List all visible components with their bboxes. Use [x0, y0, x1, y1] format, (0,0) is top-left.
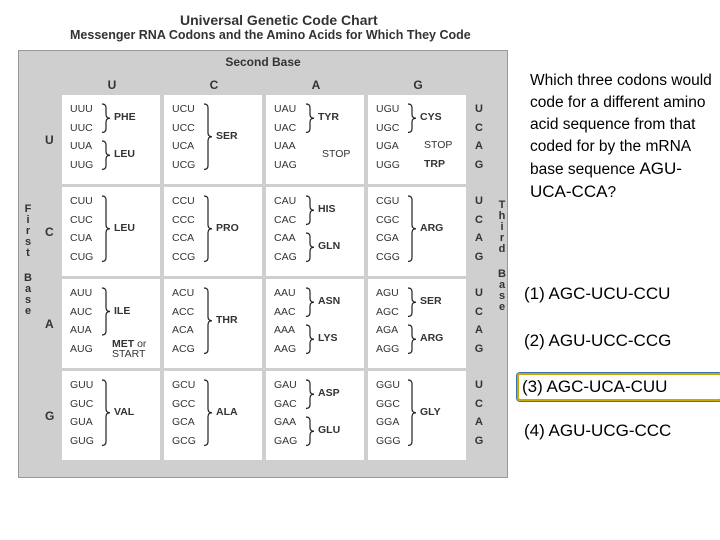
codon-cell [62, 371, 160, 460]
codon: GAU [274, 379, 297, 391]
codon: AAA [274, 324, 296, 336]
first-base-a: A [45, 317, 54, 331]
codon: GGG [376, 434, 401, 447]
brace-icon [304, 232, 316, 263]
second-base-label: Second Base [225, 55, 301, 69]
codon: AUG [70, 342, 93, 355]
codon: UAA [274, 140, 296, 152]
third-base-g: G [474, 250, 484, 263]
codon: UGA [376, 140, 399, 152]
codon: GUG [70, 434, 94, 447]
first-base-g: G [45, 409, 55, 423]
third-base-u: U [475, 379, 483, 391]
third-base-a: A [475, 324, 483, 336]
codon-cell [368, 95, 466, 184]
codon: AGC [376, 305, 399, 318]
codon: ACC [172, 305, 195, 318]
codon: AGG [376, 342, 400, 355]
codon: CAC [274, 213, 297, 226]
codon: GCC [172, 397, 196, 410]
amino-acid-start: START [112, 347, 146, 360]
brace-icon [202, 195, 214, 263]
codon: GAA [274, 416, 297, 428]
codon-cell [62, 95, 160, 184]
codon: CAA [274, 232, 296, 244]
codon: ACU [172, 287, 195, 299]
codon: AUU [70, 287, 93, 299]
brace-icon [100, 379, 112, 447]
codon: GGU [376, 379, 400, 391]
brace-icon [100, 195, 112, 263]
codon: AAG [274, 342, 297, 355]
codon: GCG [172, 434, 196, 447]
third-base-letter: T [498, 199, 506, 211]
question-body: Which three codons would code for a different amino acid sequence from that coded for by the mRNA base sequence [530, 72, 712, 178]
amino-acid-label: LEU [114, 221, 135, 234]
codon: CCA [172, 232, 195, 244]
third-base-letter: h [498, 210, 506, 222]
amino-acid-met: MET [112, 337, 135, 350]
codon: CUU [70, 195, 93, 207]
third-base-g: G [474, 158, 484, 171]
amino-acid-or: or [134, 337, 147, 350]
codon: CGC [376, 213, 400, 226]
genetic-code-chart [18, 50, 508, 478]
amino-acid-label: TYR [318, 111, 339, 124]
question-sequence: AGU-UCA-CCA [530, 159, 682, 201]
question-text [530, 70, 715, 204]
amino-acid-label: PHE [114, 111, 136, 124]
brace-icon [406, 379, 418, 447]
second-base-g: G [413, 78, 423, 92]
amino-acid-label: ASP [318, 387, 340, 400]
codon-cell [62, 279, 160, 368]
third-base-a: A [475, 232, 483, 244]
codon: CGA [376, 232, 399, 244]
codon: UAG [274, 158, 297, 171]
codon-cell [266, 371, 364, 460]
codon: UUU [70, 103, 93, 115]
codon: CGU [376, 195, 400, 207]
brace-icon [304, 416, 316, 447]
codon: GAC [274, 397, 297, 410]
codon: CCU [172, 195, 195, 207]
question-suffix: ? [607, 184, 617, 201]
third-base-c: C [475, 121, 483, 134]
codon: UCU [172, 103, 195, 115]
amino-acid-label: ARG [420, 221, 444, 234]
codon: UAU [274, 103, 297, 115]
third-base-letter: i [500, 221, 504, 233]
first-base-letter: t [26, 247, 30, 259]
first-base-letter: s [24, 294, 32, 306]
codon: UUG [70, 158, 94, 171]
brace-icon [202, 287, 214, 355]
codon-cell [164, 187, 262, 276]
codon: GCA [172, 416, 195, 428]
codon: UCG [172, 158, 196, 171]
first-base-c: C [45, 225, 54, 239]
third-base-letter: r [499, 232, 505, 244]
amino-acid-label: LEU [114, 148, 135, 161]
codon: AAU [274, 287, 296, 299]
codon: CGG [376, 250, 400, 263]
answer-option-4[interactable]: (4) AGU-UCG-CCC [524, 421, 672, 440]
third-base-a: A [475, 140, 483, 152]
amino-acid-label: THR [216, 313, 238, 326]
codon-cell [368, 279, 466, 368]
codon: AGA [376, 324, 399, 336]
codon-cell [266, 187, 364, 276]
third-base-letter: a [498, 279, 506, 291]
codon: UGG [376, 158, 400, 171]
amino-acid-label: STOP [322, 148, 351, 161]
amino-acid-label: ARG [420, 332, 444, 345]
third-base-c: C [475, 305, 483, 318]
third-base-u: U [475, 287, 483, 299]
second-base-c: C [209, 78, 219, 92]
codon: CAU [274, 195, 297, 207]
codon: UAC [274, 121, 297, 134]
codon-cell [62, 187, 160, 276]
second-base-a: A [311, 78, 321, 92]
third-base-c: C [475, 397, 483, 410]
brace-icon [100, 103, 112, 134]
brace-icon [100, 140, 112, 171]
codon: GCU [172, 379, 196, 391]
brace-icon [304, 195, 316, 226]
codon: UCC [172, 121, 195, 134]
third-base-letter: B [498, 268, 506, 280]
answer-option-2[interactable]: (2) AGU-UCC-CCG [524, 331, 672, 350]
brace-icon [406, 195, 418, 263]
codon: AUA [70, 324, 92, 336]
first-base-letter: e [24, 305, 32, 317]
brace-icon [202, 103, 214, 171]
third-base-letter: s [498, 290, 506, 302]
brace-icon [406, 103, 418, 134]
brace-icon [304, 324, 316, 355]
codon-cell [164, 95, 262, 184]
amino-acid-label: HIS [318, 203, 336, 216]
answer-option-1[interactable]: (1) AGC-UCU-CCU [524, 284, 671, 303]
chart-title: Universal Genetic Code Chart [180, 12, 378, 28]
answer-option-3[interactable]: (3) AGC-UCA-CUU [517, 373, 720, 401]
first-base-letter: B [24, 272, 32, 284]
amino-acid-label: ASN [318, 295, 341, 308]
codon: GUC [70, 397, 94, 410]
codon: AUC [70, 305, 93, 318]
codon: GUU [70, 379, 94, 391]
amino-acid-label: GLY [420, 405, 441, 418]
codon: UGC [376, 121, 400, 134]
third-base-c: C [475, 213, 483, 226]
brace-icon [406, 324, 418, 355]
amino-acid-label: LYS [318, 332, 338, 345]
third-base-a: A [475, 416, 483, 428]
amino-acid-label: SER [216, 129, 238, 142]
codon-cell [164, 371, 262, 460]
third-base-g: G [474, 342, 484, 355]
second-base-u: U [107, 78, 117, 92]
codon: CCG [172, 250, 196, 263]
codon: GAG [274, 434, 298, 447]
codon: CAG [274, 250, 297, 263]
chart-subtitle: Messenger RNA Codons and the Amino Acids for Which They Code [70, 28, 471, 42]
codon: UCA [172, 140, 195, 152]
codon: CCC [172, 213, 195, 226]
third-base-u: U [475, 103, 483, 115]
codon-cell [164, 279, 262, 368]
codon-cell [368, 187, 466, 276]
codon: CUG [70, 250, 94, 263]
codon-cell [368, 371, 466, 460]
brace-icon [202, 379, 214, 447]
codon: ACA [172, 324, 194, 336]
amino-acid-label: TRP [424, 157, 445, 170]
first-base-letter: F [24, 203, 32, 215]
codon: UUA [70, 140, 93, 152]
first-base-letter: s [24, 236, 32, 248]
third-base-letter: e [498, 301, 506, 313]
amino-acid-label: GLU [318, 424, 341, 437]
amino-acid-label: VAL [114, 405, 135, 418]
amino-acid-label: ILE [114, 304, 131, 317]
amino-acid-label: CYS [420, 111, 442, 124]
brace-icon [304, 379, 316, 410]
third-base-letter: d [498, 243, 506, 255]
amino-acid-label [112, 339, 146, 359]
third-base-u: U [475, 195, 483, 207]
codon: AAC [274, 305, 296, 318]
codon: UUC [70, 121, 93, 134]
brace-icon [304, 103, 316, 134]
first-base-letter: a [24, 283, 32, 295]
codon: CUC [70, 213, 93, 226]
first-base-letter: i [26, 214, 30, 226]
codon: CUA [70, 232, 93, 244]
codon-cell [266, 95, 364, 184]
brace-icon [100, 287, 112, 336]
codon: GGA [376, 416, 400, 428]
amino-acid-label: PRO [216, 221, 239, 234]
first-base-u: U [45, 133, 54, 147]
amino-acid-label: ALA [216, 405, 238, 418]
codon: UGU [376, 103, 400, 115]
amino-acid-label: SER [420, 295, 442, 308]
brace-icon [304, 287, 316, 318]
first-base-letter: r [25, 225, 31, 237]
codon: GGC [376, 397, 400, 410]
codon: ACG [172, 342, 195, 355]
codon: GUA [70, 416, 93, 428]
brace-icon [406, 287, 418, 318]
amino-acid-label: STOP [424, 139, 453, 151]
codon: AGU [376, 287, 399, 299]
codon-cell [266, 279, 364, 368]
third-base-g: G [474, 434, 484, 447]
amino-acid-label: GLN [318, 240, 341, 253]
